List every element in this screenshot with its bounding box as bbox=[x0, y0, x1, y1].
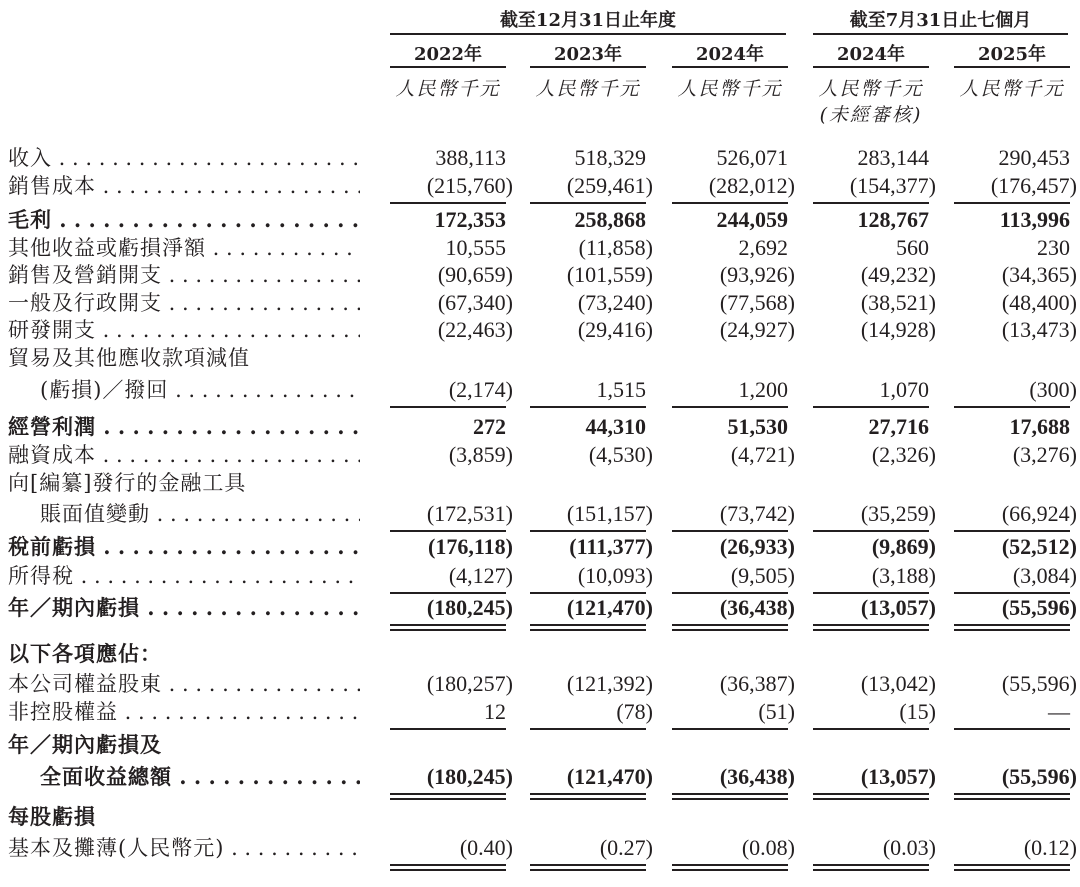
column-unit: 人民幣千元 bbox=[677, 78, 783, 100]
cell-value: (9,505) bbox=[730, 563, 795, 588]
cell-value: (111,377) bbox=[569, 534, 653, 559]
cell-value: (36,438) bbox=[719, 595, 795, 620]
cell-value: 560 bbox=[896, 235, 929, 260]
cell-value: (13,057) bbox=[860, 595, 936, 620]
underline bbox=[813, 406, 929, 408]
column-year: 2025年 bbox=[977, 44, 1047, 65]
row-label: 其他收益或虧損淨額 . . . bbox=[8, 234, 360, 262]
row-label: 銷售成本 . . . bbox=[8, 172, 360, 200]
double-underline bbox=[672, 798, 788, 800]
double-underline bbox=[954, 864, 1070, 866]
cell-value: 12 bbox=[484, 699, 506, 724]
underline bbox=[390, 728, 506, 730]
row-label: 貿易及其他應收款項減值 bbox=[8, 346, 250, 370]
cell-value: (55,596) bbox=[1001, 671, 1077, 696]
column-year: 2023年 bbox=[553, 44, 623, 65]
cell-value: (13,057) bbox=[860, 764, 936, 789]
cell-value: (4,127) bbox=[448, 563, 513, 588]
underline bbox=[954, 728, 1070, 730]
table-row bbox=[0, 206, 1080, 234]
cell-value: (3,859) bbox=[448, 442, 513, 467]
underline bbox=[954, 202, 1070, 204]
row-label: 每股虧損 bbox=[8, 804, 96, 829]
double-underline bbox=[954, 793, 1070, 795]
row-label: 向[編纂]發行的金融工具 bbox=[8, 471, 247, 495]
divider bbox=[390, 33, 786, 35]
table-row bbox=[0, 834, 1080, 862]
underline bbox=[672, 530, 788, 532]
cell-value: (259,461) bbox=[566, 173, 653, 198]
table-row bbox=[0, 172, 1080, 200]
row-label: 毛利 . . . bbox=[8, 206, 360, 234]
cell-value: 172,353 bbox=[434, 207, 506, 232]
cell-value: 272 bbox=[473, 414, 506, 439]
table-row bbox=[0, 533, 1080, 561]
row-label: 非控股權益 . . . bbox=[8, 698, 360, 726]
cell-value: (49,232) bbox=[860, 262, 936, 287]
double-underline bbox=[672, 869, 788, 871]
underline bbox=[813, 728, 929, 730]
column-year: 2024年 bbox=[836, 44, 906, 65]
cell-value: 518,329 bbox=[574, 145, 646, 170]
cell-value: (151,157) bbox=[566, 501, 653, 526]
table-row bbox=[0, 376, 1080, 404]
cell-value: (300) bbox=[1029, 377, 1077, 402]
cell-value: 10,555 bbox=[445, 235, 506, 260]
column-unit: 人民幣千元 bbox=[535, 78, 641, 100]
row-label: 收入 . . . bbox=[8, 144, 360, 172]
cell-value: (4,721) bbox=[730, 442, 795, 467]
double-underline bbox=[813, 798, 929, 800]
cell-value: (66,924) bbox=[1001, 501, 1077, 526]
row-label: 基本及攤薄(人民幣元) . . . bbox=[8, 834, 360, 862]
cell-value: (51) bbox=[758, 699, 795, 724]
cell-value: (3,276) bbox=[1012, 442, 1077, 467]
double-underline bbox=[813, 629, 929, 631]
cell-value: (3,084) bbox=[1012, 563, 1077, 588]
cell-value: (36,387) bbox=[719, 671, 795, 696]
cell-value: (73,240) bbox=[577, 290, 653, 315]
row-label: 融資成本 . . . bbox=[8, 441, 360, 469]
cell-value: 1,515 bbox=[596, 377, 646, 402]
cell-value: (176,118) bbox=[428, 534, 513, 559]
underline bbox=[530, 530, 646, 532]
cell-value: (10,093) bbox=[577, 563, 653, 588]
row-label: 賬面值變動 . . . bbox=[40, 500, 360, 528]
row-label: 全面收益總額 . . . bbox=[40, 763, 360, 791]
cell-value: (0.40) bbox=[459, 835, 513, 860]
double-underline bbox=[530, 629, 646, 631]
cell-value: (36,438) bbox=[719, 764, 795, 789]
cell-value: (215,760) bbox=[426, 173, 513, 198]
double-underline bbox=[390, 624, 506, 626]
cell-value: (29,416) bbox=[577, 317, 653, 342]
row-label: 一般及行政開支 . . . bbox=[8, 289, 360, 317]
cell-value: (11,858) bbox=[578, 235, 653, 260]
group-header-interim: 截至7月31日止七個月 bbox=[849, 10, 1032, 31]
double-underline bbox=[954, 629, 1070, 631]
cell-value: 113,996 bbox=[999, 207, 1070, 232]
cell-value: — bbox=[1048, 699, 1070, 724]
table-row bbox=[0, 500, 1080, 528]
cell-value: 51,530 bbox=[727, 414, 788, 439]
double-underline bbox=[530, 798, 646, 800]
cell-value: (9,869) bbox=[871, 534, 936, 559]
table-row bbox=[0, 763, 1080, 791]
double-underline bbox=[390, 864, 506, 866]
table-row bbox=[0, 731, 1080, 759]
double-underline bbox=[390, 798, 506, 800]
double-underline bbox=[672, 624, 788, 626]
double-underline bbox=[672, 629, 788, 631]
underline bbox=[390, 406, 506, 408]
column-unit: 人民幣千元 bbox=[395, 78, 501, 100]
cell-value: (4,530) bbox=[588, 442, 653, 467]
divider bbox=[813, 33, 1068, 35]
cell-value: (0.08) bbox=[741, 835, 795, 860]
column-note: (未經審核) bbox=[819, 104, 923, 126]
underline bbox=[530, 728, 646, 730]
cell-value: 526,071 bbox=[716, 145, 788, 170]
cell-value: (180,245) bbox=[426, 764, 513, 789]
row-label: 銷售及營銷開支 . . . bbox=[8, 261, 360, 289]
table-row bbox=[0, 803, 1080, 831]
column-unit: 人民幣千元 bbox=[959, 78, 1065, 100]
cell-value: (121,392) bbox=[566, 671, 653, 696]
cell-value: (48,400) bbox=[1001, 290, 1077, 315]
double-underline bbox=[813, 793, 929, 795]
cell-value: 44,310 bbox=[585, 414, 646, 439]
underline bbox=[672, 202, 788, 204]
row-label: 以下各項應佔： bbox=[8, 641, 162, 666]
double-underline bbox=[954, 869, 1070, 871]
cell-value: (38,521) bbox=[860, 290, 936, 315]
table-row bbox=[0, 670, 1080, 698]
underline bbox=[813, 530, 929, 532]
cell-value: 1,070 bbox=[879, 377, 929, 402]
cell-value: (55,596) bbox=[1001, 764, 1077, 789]
cell-value: 2,692 bbox=[738, 235, 788, 260]
cell-value: (0.12) bbox=[1023, 835, 1077, 860]
cell-value: (282,012) bbox=[708, 173, 795, 198]
table-row bbox=[0, 261, 1080, 289]
cell-value: (15) bbox=[899, 699, 936, 724]
cell-value: 244,059 bbox=[716, 207, 788, 232]
underline bbox=[672, 406, 788, 408]
cell-value: (73,742) bbox=[719, 501, 795, 526]
double-underline bbox=[530, 624, 646, 626]
cell-value: 17,688 bbox=[1009, 414, 1070, 439]
row-label: (虧損)／撥回 . . . bbox=[40, 376, 360, 404]
divider bbox=[672, 66, 788, 68]
double-underline bbox=[530, 864, 646, 866]
cell-value: 1,200 bbox=[738, 377, 788, 402]
cell-value: (176,457) bbox=[990, 173, 1077, 198]
cell-value: 290,453 bbox=[998, 145, 1070, 170]
cell-value: (172,531) bbox=[426, 501, 513, 526]
cell-value: 230 bbox=[1037, 235, 1070, 260]
table-row bbox=[0, 441, 1080, 469]
table-row bbox=[0, 316, 1080, 344]
cell-value: (55,596) bbox=[1001, 595, 1077, 620]
cell-value: (101,559) bbox=[566, 262, 653, 287]
underline bbox=[813, 202, 929, 204]
double-underline bbox=[954, 798, 1070, 800]
table-row bbox=[0, 594, 1080, 622]
cell-value: (13,473) bbox=[1001, 317, 1077, 342]
cell-value: (121,470) bbox=[566, 764, 653, 789]
cell-value: (180,257) bbox=[426, 671, 513, 696]
table-row bbox=[0, 562, 1080, 590]
double-underline bbox=[530, 793, 646, 795]
underline bbox=[390, 202, 506, 204]
cell-value: (0.27) bbox=[599, 835, 653, 860]
cell-value: (26,933) bbox=[719, 534, 795, 559]
row-label: 所得稅 . . . bbox=[8, 562, 360, 590]
double-underline bbox=[954, 624, 1070, 626]
double-underline bbox=[390, 869, 506, 871]
row-label: 研發開支 . . . bbox=[8, 316, 360, 344]
cell-value: (121,470) bbox=[566, 595, 653, 620]
divider bbox=[530, 66, 646, 68]
cell-value: (180,245) bbox=[426, 595, 513, 620]
double-underline bbox=[813, 624, 929, 626]
table-row bbox=[0, 413, 1080, 441]
cell-value: (52,512) bbox=[1001, 534, 1077, 559]
cell-value: 258,868 bbox=[574, 207, 646, 232]
cell-value: (22,463) bbox=[437, 317, 513, 342]
underline bbox=[672, 728, 788, 730]
cell-value: 283,144 bbox=[857, 145, 929, 170]
table-row bbox=[0, 344, 1080, 372]
cell-value: (3,188) bbox=[871, 563, 936, 588]
cell-value: 388,113 bbox=[435, 145, 506, 170]
double-underline bbox=[813, 869, 929, 871]
cell-value: (2,174) bbox=[448, 377, 513, 402]
divider bbox=[813, 66, 929, 68]
cell-value: (67,340) bbox=[437, 290, 513, 315]
cell-value: (78) bbox=[616, 699, 653, 724]
underline bbox=[530, 202, 646, 204]
underline bbox=[390, 530, 506, 532]
cell-value: 27,716 bbox=[868, 414, 929, 439]
cell-value: (77,568) bbox=[719, 290, 795, 315]
table-row bbox=[0, 234, 1080, 262]
double-underline bbox=[672, 864, 788, 866]
table-row bbox=[0, 289, 1080, 317]
cell-value: 128,767 bbox=[857, 207, 929, 232]
cell-value: (13,042) bbox=[860, 671, 936, 696]
double-underline bbox=[530, 869, 646, 871]
column-year: 2022年 bbox=[413, 44, 483, 65]
cell-value: (2,326) bbox=[871, 442, 936, 467]
table-row bbox=[0, 144, 1080, 172]
row-label: 稅前虧損 . . . bbox=[8, 533, 360, 561]
underline bbox=[954, 406, 1070, 408]
cell-value: (14,928) bbox=[860, 317, 936, 342]
divider bbox=[390, 66, 506, 68]
double-underline bbox=[813, 864, 929, 866]
underline bbox=[954, 530, 1070, 532]
table-row bbox=[0, 698, 1080, 726]
underline bbox=[530, 406, 646, 408]
cell-value: (93,926) bbox=[719, 262, 795, 287]
double-underline bbox=[390, 629, 506, 631]
cell-value: (35,259) bbox=[860, 501, 936, 526]
cell-value: (34,365) bbox=[1001, 262, 1077, 287]
cell-value: (154,377) bbox=[849, 173, 936, 198]
group-header-annual: 截至12月31日止年度 bbox=[499, 10, 677, 31]
column-year: 2024年 bbox=[695, 44, 765, 65]
row-label: 本公司權益股東 . . . bbox=[8, 670, 360, 698]
row-label: 年／期內虧損及 bbox=[8, 732, 162, 757]
table-row bbox=[0, 469, 1080, 497]
column-unit: 人民幣千元 bbox=[818, 78, 924, 100]
row-label: 經營利潤 . . . bbox=[8, 413, 360, 441]
double-underline bbox=[672, 793, 788, 795]
row-label: 年／期內虧損 . . . bbox=[8, 594, 360, 622]
cell-value: (90,659) bbox=[437, 262, 513, 287]
cell-value: (24,927) bbox=[719, 317, 795, 342]
table-row bbox=[0, 640, 1080, 668]
double-underline bbox=[390, 793, 506, 795]
divider bbox=[954, 66, 1070, 68]
cell-value: (0.03) bbox=[882, 835, 936, 860]
